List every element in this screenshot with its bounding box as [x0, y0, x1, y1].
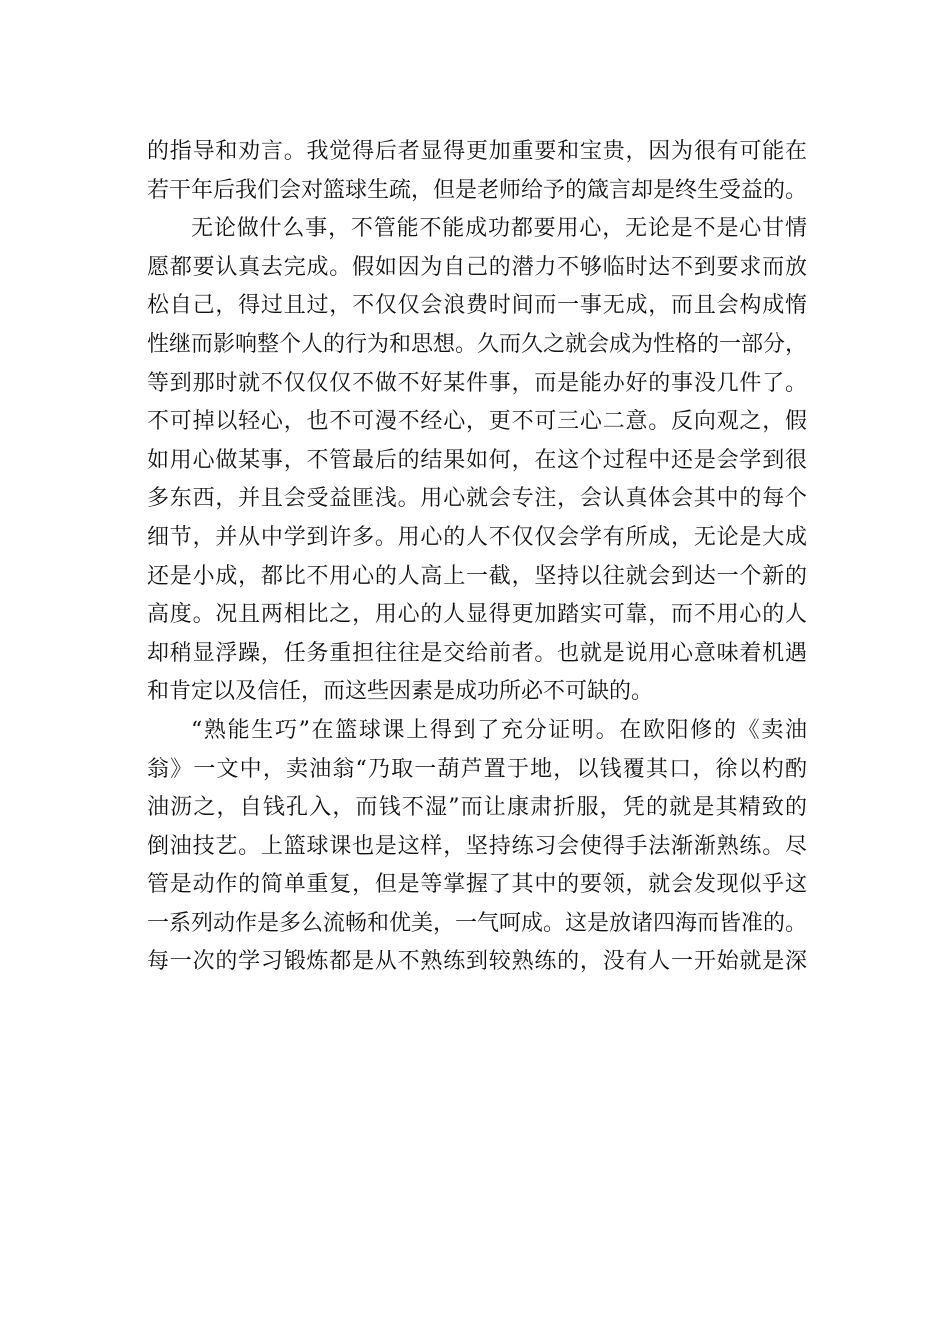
text-line: 还是小成，都比不用心的人高上一截，坚持以往就会到达一个新的 — [147, 563, 807, 589]
text-line: 松自己，得过且过，不仅仅会浪费时间而一事无成，而且会构成惰 — [147, 293, 807, 319]
text-line: 如用心做某事，不管最后的结果如何，在这个过程中还是会学到很 — [147, 447, 807, 473]
text-line: 多东西，并且会受益匪浅。用心就会专注，会认真体会其中的每个 — [147, 486, 807, 512]
text-line: 细节，并从中学到许多。用心的人不仅仅会学有所成，无论是大成 — [147, 524, 807, 550]
text-line: 若干年后我们会对篮球生疏，但是老师给予的箴言却是终生受益的。 — [147, 177, 808, 203]
text-line: 却稍显浮躁，任务重担往往是交给前者。也就是说用心意味着机遇 — [147, 640, 807, 666]
text-line: 愿都要认真去完成。假如因为自己的潜力不够临时达不到要求而放 — [147, 254, 807, 280]
text-line: 等到那时就不仅仅仅不做不好某件事，而是能办好的事没几件了。 — [147, 370, 807, 396]
text-line: 无论做什么事，不管能不能成功都要用心，无论是不是心甘情 — [191, 216, 807, 242]
text-line: 倒油技艺。上篮球课也是这样，坚持练习会使得手法渐渐熟练。尽 — [147, 833, 807, 859]
text-line: 油沥之，自钱孔入，而钱不湿”而让康肃折服，凭的就是其精致的 — [147, 795, 807, 821]
text-line: 每一次的学习锻炼都是从不熟练到较熟练的，没有人一开始就是深 — [147, 949, 807, 975]
text-line: 管是动作的简单重复，但是等掌握了其中的要领，就会发现似乎这 — [147, 872, 807, 898]
text-line: 高度。况且两相比之，用心的人显得更加踏实可靠，而不用心的人 — [147, 602, 807, 628]
text-line: 一系列动作是多么流畅和优美，一气呵成。这是放诸四海而皆准的。 — [147, 910, 808, 936]
text-line: 的指导和劝言。我觉得后者显得更加重要和宝贵，因为很有可能在 — [147, 139, 807, 164]
text-line: 不可掉以轻心，也不可漫不经心，更不可三心二意。反向观之，假 — [147, 409, 807, 435]
text-line: 和肯定以及信任，而这些因素是成功所必不可缺的。 — [147, 679, 654, 705]
text-line: “熟能生巧”在篮球课上得到了充分证明。在欧阳修的《卖油 — [191, 717, 807, 743]
text-line: 翁》一文中，卖油翁“乃取一葫芦置于地，以钱覆其口，徐以杓酌 — [147, 756, 807, 782]
text-line: 性继而影响整个人的行为和思想。久而久之就会成为性格的一部分， — [147, 331, 808, 357]
body-text — [147, 133, 807, 982]
